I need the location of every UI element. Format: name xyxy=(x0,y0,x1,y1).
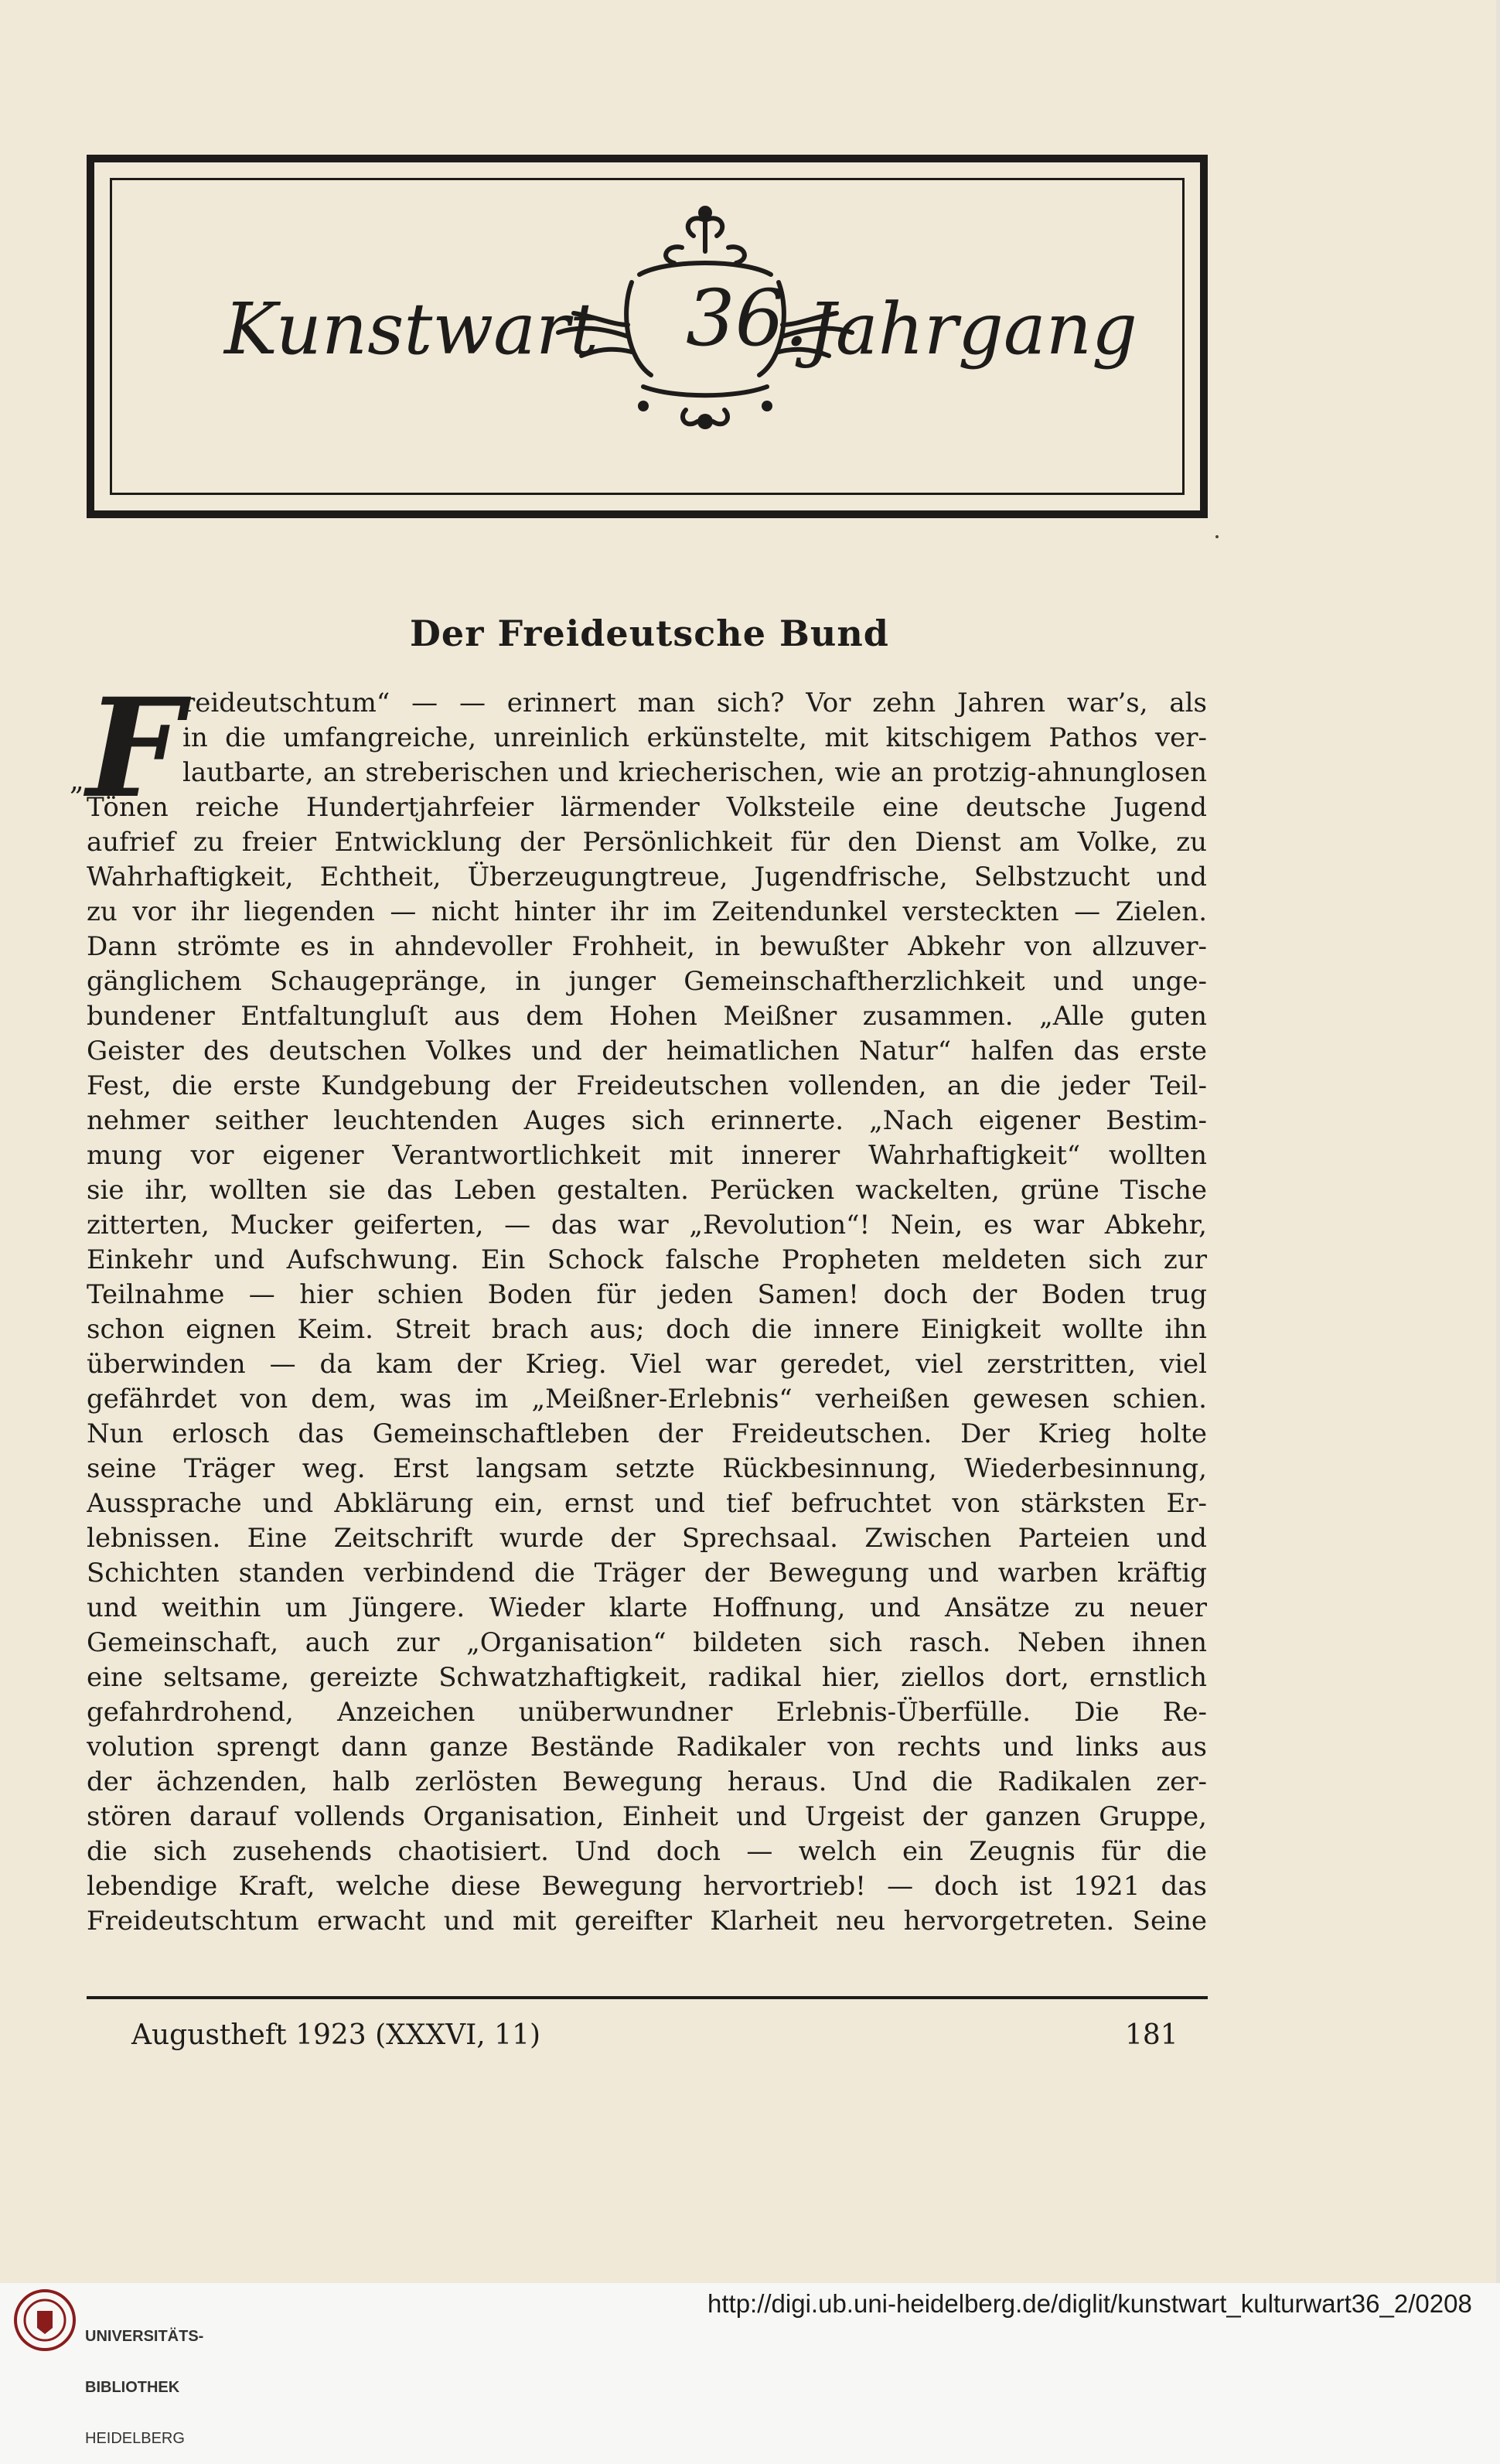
library-name-line1: UNIVERSITÄTS- xyxy=(85,2328,204,2345)
text-line: die sich zusehends chaotisiert. Und doch — welch ein Zeugnis für die xyxy=(87,1836,1207,1867)
banner-volume-number: 36. xyxy=(686,273,810,363)
text-line: zitterten, Mucker geiferten, — das war „Revolution“! Nein, es war Abkehr, xyxy=(87,1210,1207,1241)
text-line: bundener Entfaltungluſt aus dem Hohen Meißner zusammen. „Alle guten xyxy=(87,1001,1207,1032)
text-line: Wahrhaftigkeit, Echtheit, Überzeugungtreue, Jugendfrische, Selbstzucht und xyxy=(87,862,1207,892)
text-line: sie ihr, wollten sie das Leben gestalten. Perücken wackelten, grüne Tische xyxy=(87,1175,1207,1206)
text-line: volution sprengt dann ganze Bestände Radikaler von rechts und links aus xyxy=(87,1732,1207,1763)
speck xyxy=(1215,535,1219,538)
page-number: 181 xyxy=(1125,2019,1178,2051)
text-line: reideutschtum“ — — erinnert man sich? Vor zehn Jahren war’s, als xyxy=(182,688,1207,718)
text-line: und weithin um Jüngere. Wieder klarte Hoffnung, und Ansätze zu neuer xyxy=(87,1592,1207,1623)
text-line: mung vor eigener Verantwortlichkeit mit innerer Wahrhaftigkeit“ wollten xyxy=(87,1140,1207,1171)
text-line: nehmer seither leuchtenden Auges sich erinnerte. „Nach eigener Bestim- xyxy=(87,1105,1207,1136)
text-line: Fest, die erste Kundgebung der Freideutschen vollenden, an die jeder Teil- xyxy=(87,1070,1207,1101)
text-line: Dann strömte es in ahndevoller Frohheit, in bewußter Abkehr von allzuver- xyxy=(87,931,1207,962)
text-line: gänglichem Schaugepränge, in junger Gemeinschaftherzlichkeit und unge- xyxy=(87,966,1207,997)
banner-title-left: Kunstwart xyxy=(224,288,598,370)
text-line: Tönen reiche Hundertjahrfeier lärmender Volksteile eine deutsche Jugend xyxy=(87,792,1207,823)
header-banner xyxy=(87,155,1208,518)
text-line: Nun erlosch das Gemeinschaftleben der Freideutschen. Der Krieg holte xyxy=(87,1418,1207,1449)
text-line: Aussprache und Abklärung ein, ernst und tief befruchtet von stärksten Er- xyxy=(87,1488,1207,1519)
page-edge xyxy=(1496,0,1500,2283)
library-name-line3: HEIDELBERG xyxy=(85,2430,185,2447)
text-line: Teilnahme — hier schien Boden für jeden Samen! doch der Boden trug xyxy=(87,1279,1207,1310)
source-url-link[interactable]: http://digi.ub.uni-heidelberg.de/diglit/kunstwart_kulturwart36_2/0208 xyxy=(707,2289,1472,2318)
text-line: stören darauf vollends Organisation, Einheit und Urgeist der ganzen Gruppe, xyxy=(87,1801,1207,1832)
text-line: Freideutschtum erwacht und mit gereifter Klarheit neu hervorgetreten. Seine xyxy=(87,1906,1207,1937)
library-seal-icon xyxy=(12,2288,77,2353)
text-line: eine seltsame, gereizte Schwatzhaftigkeit, radikal hier, ziellos dort, ernstlich xyxy=(87,1662,1207,1693)
text-line: Geister des deutschen Volkes und der heimatlichen Natur“ halfen das erste xyxy=(87,1036,1207,1066)
text-line: seine Träger weg. Erst langsam setzte Rückbesinnung, Wiederbesinnung, xyxy=(87,1453,1207,1484)
text-line: in die umfangreiche, unreinlich erkünstelte, mit kitschigem Pathos ver- xyxy=(182,722,1207,753)
text-line: Einkehr und Aufschwung. Ein Schock falsche Propheten meldeten sich zur xyxy=(87,1244,1207,1275)
text-line: der ächzenden, halb zerlösten Bewegung heraus. Und die Radikalen zer- xyxy=(87,1766,1207,1797)
library-name xyxy=(85,2294,203,2464)
text-line: Schichten standen verbindend die Träger der Bewegung und warben kräftig xyxy=(87,1558,1207,1589)
text-line: aufrief zu freier Entwicklung der Persönlichkeit für den Dienst am Volke, zu xyxy=(87,827,1207,858)
banner-title-right: Jahrgang xyxy=(807,288,1137,370)
text-line: überwinden — da kam der Krieg. Viel war geredet, viel zerstritten, viel xyxy=(87,1349,1207,1380)
text-line: lautbarte, an streberischen und kriecherischen, wie an protzig-ahnunglosen xyxy=(182,757,1207,788)
text-line: gefahrdrohend, Anzeichen unüberwundner Erlebnis-Überfülle. Die Re- xyxy=(87,1697,1207,1728)
text-line: schon eignen Keim. Streit brach aus; doch die innere Einigkeit wollte ihn xyxy=(87,1314,1207,1345)
library-name-line2: BIBLIOTHEK xyxy=(85,2379,180,2396)
issue-label: Augustheft 1923 (XXXVI, 11) xyxy=(131,2019,541,2051)
footer-rule xyxy=(87,1996,1208,1999)
text-line: zu vor ihr liegenden — nicht hinter ihr im Zeitendunkel versteckten — Zielen. xyxy=(87,896,1207,927)
text-line: gefährdet von dem, was im „Meißner-Erlebnis“ verheißen gewesen schien. xyxy=(87,1384,1207,1415)
text-line: lebnissen. Eine Zeitschrift wurde der Sprechsaal. Zwischen Parteien und xyxy=(87,1523,1207,1554)
drop-cap-opening-quote: „ xyxy=(70,765,84,797)
article-title: Der Freideutsche Bund xyxy=(410,613,889,654)
text-line: Gemeinschaft, auch zur „Organisation“ bildeten sich rasch. Neben ihnen xyxy=(87,1627,1207,1658)
drop-cap-initial: F xyxy=(87,668,183,828)
text-line: lebendige Kraft, welche diese Bewegung hervortrieb! — doch ist 1921 das xyxy=(87,1871,1207,1902)
